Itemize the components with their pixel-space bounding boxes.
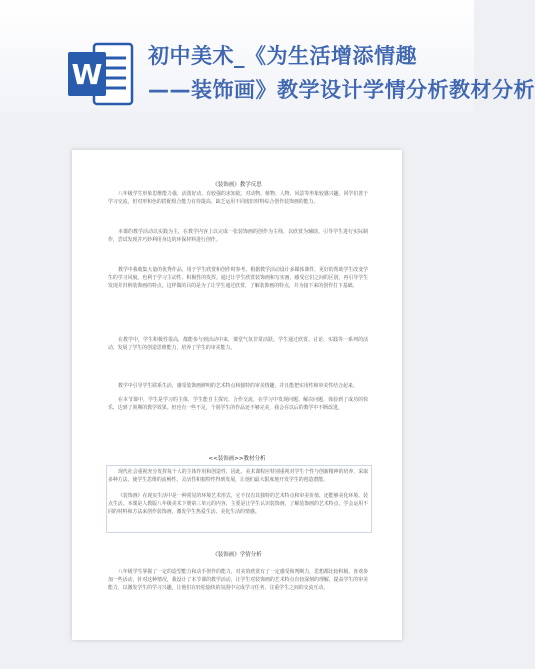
analysis-section-title: 《装饰画》学情分析 (212, 552, 262, 558)
material-paragraph: 《装饰画》在现实生活中是一种常见的环境艺术形式，它不仅有其独特的艺术特点和审美价值，还能够美化环境、装点生活。本课是人教版八年级美术下册第三单元的内容，主要是让学生认识装饰画，了解装饰画的艺术特点，学会运用不同的材料和方法来创作装饰画，激发学生热爱生活、美化生活的情感。 (108, 493, 368, 516)
document-page (72, 150, 402, 640)
page-title-line-2: ——装饰画》教学设计学情分析教材分析 (148, 78, 535, 102)
reflection-paragraph: 教学中引导学生联系生活，感受装饰画鲜明的艺术特点和独特的审美情趣，并且能把实用性和审美性结合起来。 (118, 383, 358, 389)
material-section-title: <<装饰画>>教材分析 (208, 456, 266, 462)
reflection-section-title: 《装饰画》教学反思 (212, 182, 262, 188)
word-icon-letter: W (71, 58, 103, 91)
document-header (0, 0, 535, 112)
analysis-paragraph: 八年级学生掌握了一定的造型能力和动手创作的能力，对美的欣赏有了一定感受和判断力，思想都比较积极，喜欢参加一些活动，针对这种情况，我设计了本节课的教学活动，让学生对装饰画的艺术特点有较深刻的理解，提高学生的审美能力，以激发学生的学习兴趣，让他们在轻松愉快的氛围中完成学习任务，注重学生之间的交流互动。 (108, 569, 368, 592)
reflection-paragraph: 八年级学生形象思维能力强，活泼好动，有较强的求知欲。对动物、植物、人物、风景等形象较感兴趣。同学们善于学习交流，但对形和色的搭配组合能力有待提高。缺乏运用不同废旧材料综合创作装饰画的能力。 (108, 191, 368, 206)
reflection-paragraph: 在本节课中，学生是学习的主体，学生能自主探究、合作交流，在学习中发现问题、解决问题，体验到了成功的快乐，达到了预期的教学效果。但也有一些不足，个别学生的作品还不够完美，我会在以后的教学中不断改进。 (108, 397, 368, 412)
reflection-paragraph: 在教学中，学生积极性很高，都能参与到活动中来，课堂气氛非常活跃。学生通过欣赏、讨论、实践等一系列的活动，发展了学生的创造思维能力，培养了学生的审美能力。 (108, 337, 368, 352)
material-paragraph: 现代社会重视充分发挥每个人的主体作用和创造性，因此，美术课程应特别重视对学生个性与创新精神的培养，采取多种方法，使学生思维的流畅性、灵活性和独特性得到发展，让他们最大限度地开发学生的创造潜能。 (108, 469, 368, 484)
reflection-paragraph: 教学中我收集大量的优秀作品，用于学生欣赏和创作时参考。根据教学活动设计多媒体课件，更好的帮助学生改变学生的学习风貌，也利于学习主动性、积极性的发挥。通过让学生欣赏装饰画和写实画，感受它们之间的区别，再引导学生发现并归纳装饰画的特点。这样做的目的是为了让学生通过欣赏，了解装饰画的特点，并为接下来的创作打下基础。 (108, 267, 368, 290)
reflection-paragraph: 本课的教学活动以实践为主，在教学内容上以完成一张装饰画的创作为主线，以欣赏为辅助。引导学生进行实际制作，尝试发现并巧妙利用身边的环保材料进行创作。 (108, 229, 368, 244)
page-title-line-1: 初中美术_《为生活增添情趣 (148, 44, 417, 68)
word-document-icon (66, 38, 134, 110)
